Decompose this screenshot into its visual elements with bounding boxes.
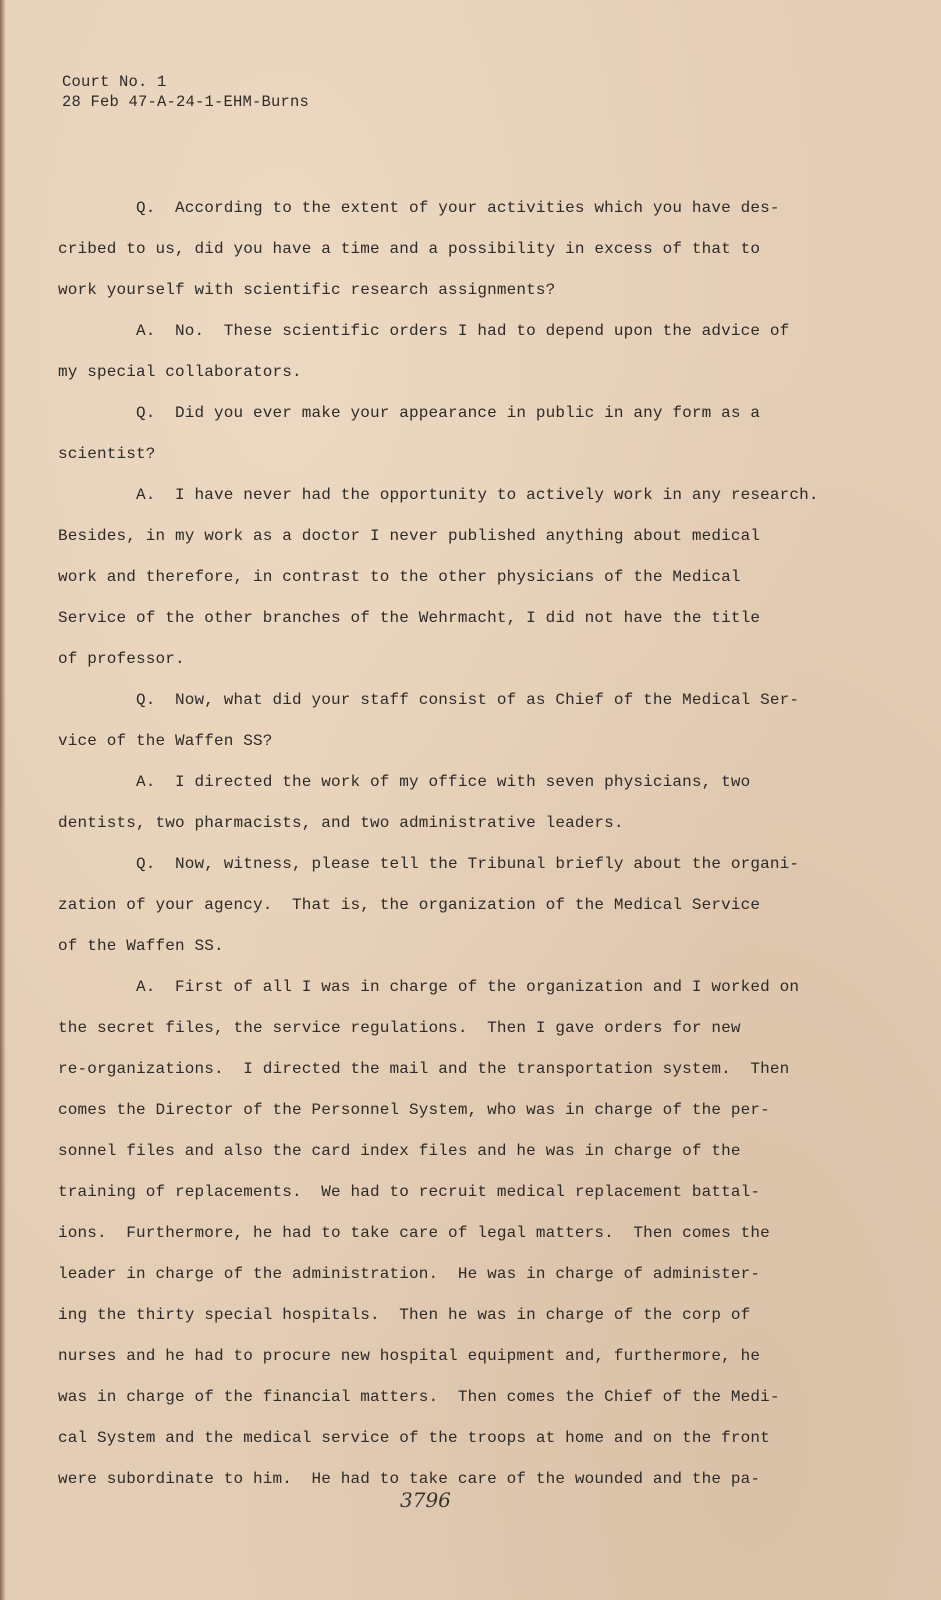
transcript-line: Service of the other branches of the Wehrmacht, I did not have the title bbox=[58, 609, 761, 627]
transcript-line: re-organizations. I directed the mail and the transportation system. Then bbox=[58, 1060, 790, 1078]
transcript-line: Besides, in my work as a doctor I never published anything about medical bbox=[58, 527, 761, 545]
transcript-line: A. First of all I was in charge of the organization and I worked on bbox=[58, 978, 800, 996]
transcript-line: my special collaborators. bbox=[58, 363, 302, 381]
page-edge-shadow bbox=[0, 0, 6, 1600]
transcript-line: vice of the Waffen SS? bbox=[58, 732, 273, 750]
transcript-line: A. No. These scientific orders I had to depend upon the advice of bbox=[58, 322, 790, 340]
transcript-line: were subordinate to him. He had to take care of the wounded and the pa- bbox=[58, 1470, 761, 1488]
transcript-line: A. I directed the work of my office with seven physicians, two bbox=[58, 773, 751, 791]
transcript-line: was in charge of the financial matters. Then comes the Chief of the Medi- bbox=[58, 1388, 780, 1406]
transcript-line: sonnel files and also the card index files and he was in charge of the bbox=[58, 1142, 741, 1160]
transcript-line: zation of your agency. That is, the organization of the Medical Service bbox=[58, 896, 761, 914]
court-number: Court No. 1 bbox=[62, 73, 167, 91]
transcript-line: work yourself with scientific research assignments? bbox=[58, 281, 556, 299]
page-number: 3796 bbox=[400, 1488, 451, 1512]
transcript-line: Q. Now, what did your staff consist of as Chief of the Medical Ser- bbox=[58, 691, 800, 709]
transcript-line: ions. Furthermore, he had to take care of legal matters. Then comes the bbox=[58, 1224, 770, 1242]
transcript-line: cal System and the medical service of the troops at home and on the front bbox=[58, 1429, 770, 1447]
transcript-line: dentists, two pharmacists, and two administrative leaders. bbox=[58, 814, 624, 832]
transcript-line: scientist? bbox=[58, 445, 156, 463]
transcript-line: nurses and he had to procure new hospital equipment and, furthermore, he bbox=[58, 1347, 761, 1365]
transcript-line: Q. Now, witness, please tell the Tribunal briefly about the organi- bbox=[58, 855, 800, 873]
reference-code: 28 Feb 47-A-24-1-EHM-Burns bbox=[62, 93, 310, 111]
transcript-body bbox=[58, 188, 828, 1500]
transcript-line: leader in charge of the administration. He was in charge of administer- bbox=[58, 1265, 761, 1283]
transcript-line: A. I have never had the opportunity to actively work in any research. bbox=[58, 486, 819, 504]
transcript-line: of the Waffen SS. bbox=[58, 937, 224, 955]
transcript-line: training of replacements. We had to recruit medical replacement battal- bbox=[58, 1183, 761, 1201]
document-header bbox=[62, 72, 309, 112]
transcript-line: of professor. bbox=[58, 650, 185, 668]
transcript-line: Q. According to the extent of your activities which you have des- bbox=[58, 199, 780, 217]
transcript-line: the secret files, the service regulations. Then I gave orders for new bbox=[58, 1019, 741, 1037]
transcript-line: comes the Director of the Personnel System, who was in charge of the per- bbox=[58, 1101, 770, 1119]
transcript-line: Q. Did you ever make your appearance in public in any form as a bbox=[58, 404, 761, 422]
transcript-line: work and therefore, in contrast to the other physicians of the Medical bbox=[58, 568, 741, 586]
transcript-line: ing the thirty special hospitals. Then he was in charge of the corp of bbox=[58, 1306, 751, 1324]
transcript-line: cribed to us, did you have a time and a possibility in excess of that to bbox=[58, 240, 761, 258]
